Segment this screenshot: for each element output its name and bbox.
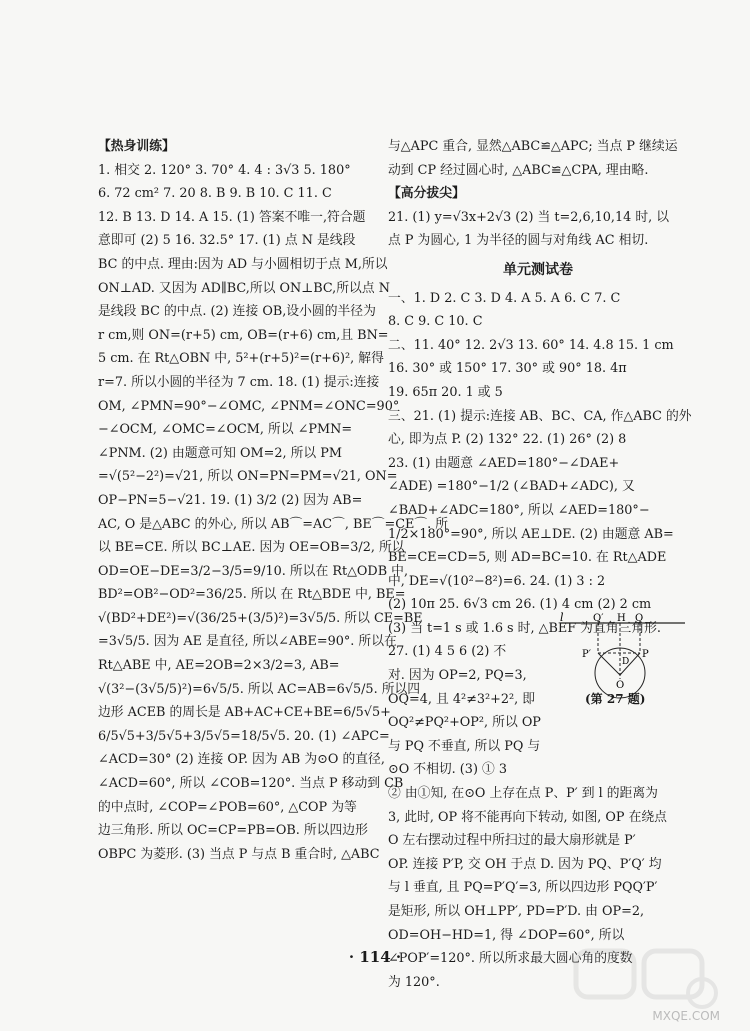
figure-label-p: P — [642, 649, 649, 660]
text-line: 一、1. D 2. C 3. D 4. A 5. A 6. C 7. C — [388, 290, 621, 306]
figure-label-q: Q — [635, 613, 644, 624]
text-line: OD=OE−DE=3/2−3/5=9/10. 所以在 Rt△ODB 中, — [98, 563, 409, 579]
text-line: BE=CE=CD=5, 则 AD=BC=10. 在 Rt△ADE — [388, 550, 667, 566]
text-line: ∠PNM. (2) 由题意可知 OM=2, 所以 PM — [98, 445, 342, 461]
figure-label-o: O — [616, 680, 625, 691]
figure-label-l: l — [560, 611, 564, 624]
text-line: 的中点时, ∠COP=∠POB=60°, △COP 为等 — [98, 799, 357, 815]
section-heading: 【高分拔尖】 — [388, 186, 465, 202]
text-line: 与△APC 重合, 显然△ABC≌△APC; 当点 P 继续运 — [388, 139, 678, 154]
text-line: 以 BE=CE. 所以 BC⊥AE. 因为 OE=OB=3/2, 所以 — [98, 540, 405, 556]
text-line: ∠ADE) =180°−1/2 (∠BAD+∠ADC), 又 — [388, 479, 635, 495]
text-line: ② 由①知, 在⊙O 上存在点 P、P′ 到 l 的距离为 — [388, 786, 658, 802]
text-line: BC 的中点. 理由:因为 AD 与小圆相切于点 M,所以 — [98, 256, 388, 272]
text-line: −∠OCM, ∠OMC=∠OCM, 所以 ∠PMN= — [98, 422, 353, 438]
watermark-text: MXQE.COM — [652, 1009, 720, 1023]
text-line: 19. 65π 20. 1 或 5 — [388, 384, 503, 400]
text-line: OP−PN=5−√21. 19. (1) 3/2 (2) 因为 AB= — [98, 492, 363, 508]
text-line: ∠ACD=60°, 所以 ∠COB=120°. 当点 P 移动到 CB — [98, 776, 404, 792]
figure-label-p-prime: P′ — [582, 649, 591, 660]
text-line: 12. B 13. D 14. A 15. (1) 答案不唯一,符合题 — [98, 209, 366, 225]
text-line: 23. (1) 由题意 ∠AED=180°−∠DAE+ — [388, 455, 620, 471]
text-line: =3√5/5. 因为 AE 是直径, 所以∠ABE=90°. 所以在 — [98, 634, 397, 650]
text-line: ∠BAD+∠ADC=180°, 所以 ∠AED=180°− — [388, 502, 650, 518]
text-line: AC, O 是△ABC 的外心, 所以 AB⌒=AC⌒, BE⌒=CE⌒. 所 — [98, 516, 449, 532]
text-line: 心, 即为点 P. (2) 132° 22. (1) 26° (2) 8 — [388, 432, 627, 448]
text-line: (3) 当 t=1 s 或 1.6 s 时, △BEF 为直角三角形. — [388, 620, 662, 636]
text-line: ∠POP′=120°. 所以所求最大圆心角的度数 — [388, 951, 633, 967]
figure-label-q-prime: Q′ — [593, 613, 604, 624]
text-line: 16. 30° 或 150° 17. 30° 或 90° 18. 4π — [388, 361, 627, 377]
text-line: 点 P 为圆心, 1 为半径的圆与对角线 AC 相切. — [388, 233, 649, 249]
text-line: =√(5²−2²)=√21, 所以 ON=PN=PM=√21, ON= — [98, 469, 398, 485]
text-line: OQ²≠PQ²+OP², 所以 OP — [388, 715, 541, 731]
right-column — [388, 135, 692, 994]
text-line: 8. C 9. C 10. C — [388, 314, 483, 330]
section-heading: 【热身训练】 — [98, 139, 175, 154]
text-line: 边三角形. 所以 OC=CP=PB=OB. 所以四边形 — [98, 823, 368, 839]
text-line: r cm,则 ON=(r+5) cm, OB=(r+6) cm,且 BN= — [98, 327, 389, 343]
text-line: BD²=OB²−OD²=36/25. 所以 在 Rt△BDE 中, BE= — [98, 587, 406, 603]
text-line: 3, 此时, OP 将不能再向下转动, 如图, OP 在绕点 — [388, 809, 667, 825]
text-line: 6. 72 cm² 7. 20 8. B 9. B 10. C 11. C — [98, 186, 332, 202]
text-line: OM, ∠PMN=90°−∠OMC, ∠PNM=∠ONC=90° — [98, 398, 400, 414]
text-line: ∠ACD=30° (2) 连接 OP. 因为 AB 为⊙O 的直径, — [98, 752, 385, 768]
text-line: (2) 10π 25. 6√3 cm 26. (1) 4 cm (2) 2 cm — [388, 597, 652, 613]
text-line: 27. (1) 4 5 6 (2) 不 — [388, 644, 507, 660]
text-line: 三、21. (1) 提示:连接 AB、BC、CA, 作△ABC 的外 — [388, 408, 692, 424]
text-line: OBPC 为菱形. (3) 当点 P 与点 B 重合时, △ABC — [98, 846, 380, 862]
text-line: 5 cm. 在 Rt△OBN 中, 5²+(r+5)²=(r+6)², 解得 — [98, 351, 384, 367]
text-line: r=7. 所以小圆的半径为 7 cm. 18. (1) 提示:连接 — [98, 374, 380, 390]
text-line: 6/5√5+3/5√5+3/5√5=18/5√5. 20. (1) ∠APC= — [98, 728, 390, 744]
text-line: 中, DE=√(10²−8²)=6. 24. (1) 3 : 2 — [388, 573, 606, 589]
text-line: 1/2×180°=90°, 所以 AE⊥DE. (2) 由题意 AB= — [388, 526, 674, 542]
text-line: 意即可 (2) 5 16. 32.5° 17. (1) 点 N 是线段 — [98, 233, 356, 249]
text-line: 二、11. 40° 12. 2√3 13. 60° 14. 4.8 15. 1 cm — [388, 337, 674, 353]
text-line: 边形 ACEB 的周长是 AB+AC+CE+BE=6/5√5+ — [98, 705, 391, 721]
text-line: √(BD²+DE²)=√(36/25+(3/5)²)=3√5/5. 所以 CE=BE — [98, 610, 423, 626]
figure-label-d: D — [622, 657, 630, 667]
figure-caption: (第 27 题) — [585, 692, 646, 706]
figure-label-h: H — [617, 613, 626, 624]
text-line: 是线段 BC 的中点. (2) 连接 OB,设小圆的半径为 — [98, 304, 376, 320]
text-line: 与 l 垂直, 且 PQ=P′Q′=3, 所以四边形 PQQ′P′ — [388, 880, 658, 896]
text-line: 21. (1) y=√3x+2√3 (2) 当 t=2,6,10,14 时, 以 — [388, 209, 670, 225]
watermark-logo-icon — [572, 943, 722, 1013]
text-line: 是矩形, 所以 OH⊥PP′, PD=P′D. 由 OP=2, — [388, 904, 645, 919]
text-line: 动到 CP 经过圆心时, △ABC≌△CPA, 理由略. — [388, 162, 649, 178]
text-line: OQ=4, 且 4²≠3²+2², 即 — [388, 691, 536, 707]
text-line: 与 PQ 不垂直, 所以 PQ 与 — [388, 738, 541, 754]
text-line: ON⊥AD. 又因为 AD∥BC,所以 ON⊥BC,所以点 N — [98, 280, 390, 296]
text-line: Rt△ABE 中, AE=2OB=2×3/2=3, AB= — [98, 658, 340, 674]
text-line: ⊙O 不相切. (3) ① 3 — [388, 762, 508, 778]
section-title: 单元测试卷 — [503, 261, 573, 278]
text-line: O 左右摆动过程中所扫过的最大扇形就是 P′ — [388, 833, 636, 849]
text-line: OP. 连接 P′P, 交 OH 于点 D. 因为 PQ、P′Q′ 均 — [388, 856, 662, 872]
text-line: 1. 相交 2. 120° 3. 70° 4. 4 : 3√3 5. 180° — [98, 162, 351, 178]
text-line: √(3²−(3√5/5)²)=6√5/5. 所以 AC=AB=6√5/5. 所以四 — [98, 681, 421, 697]
text-line: OD=OH−HD=1, 得 ∠DOP=60°, 所以 — [388, 927, 625, 943]
page-number: · 114 · — [348, 948, 402, 966]
text-line: 为 120°. — [388, 974, 440, 990]
text-line: 对. 因为 OP=2, PQ=3, — [388, 668, 527, 684]
